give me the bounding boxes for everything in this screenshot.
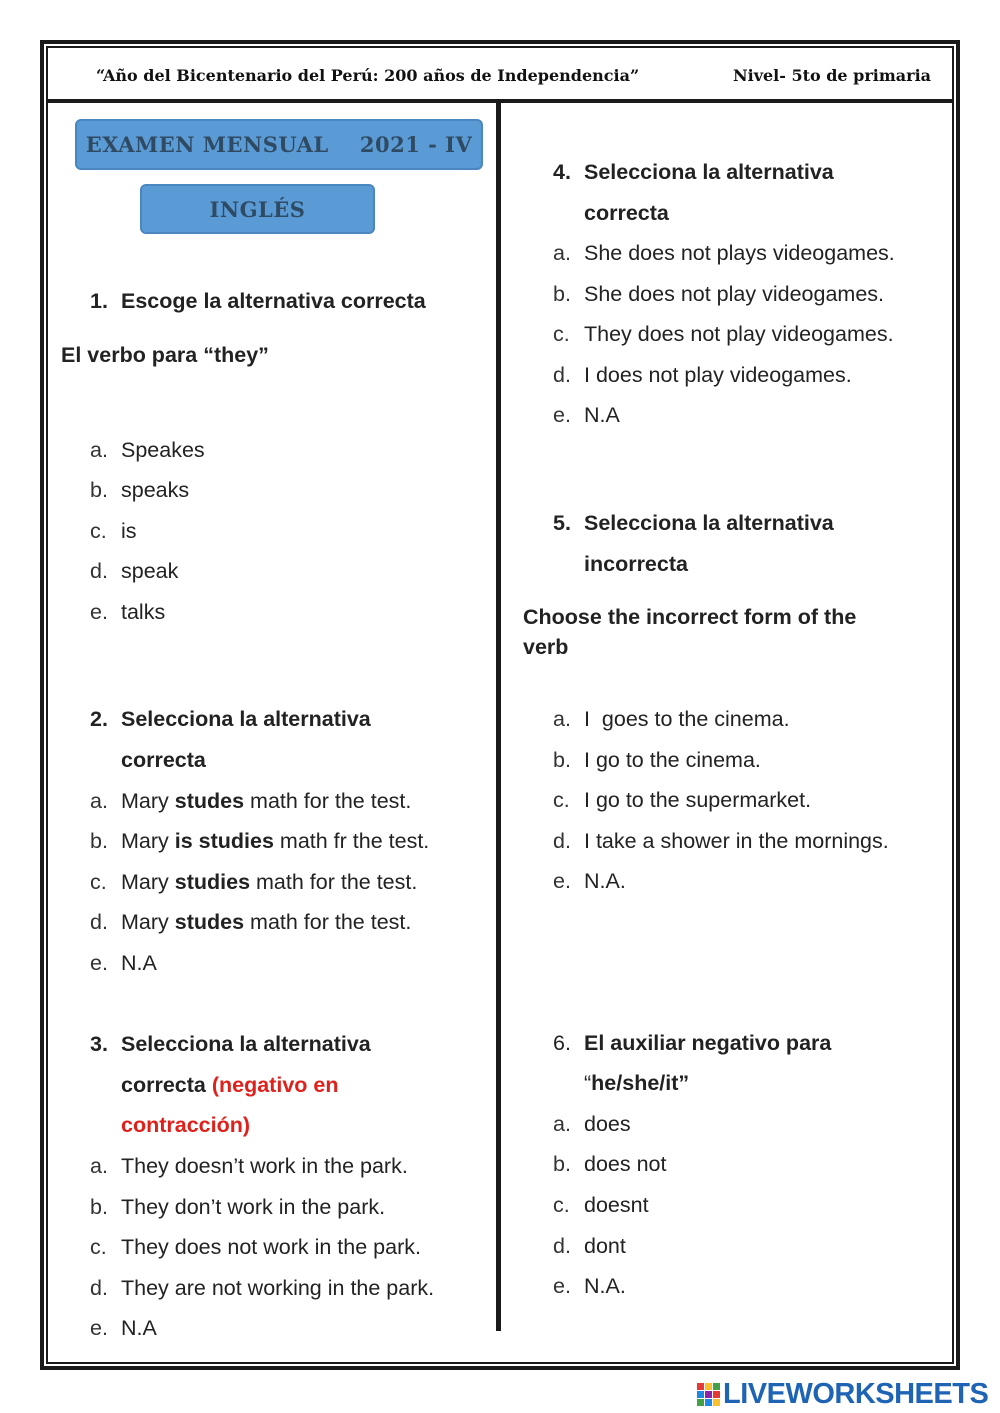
option-text-pre: N.A	[121, 951, 157, 975]
option-verb: studes	[174, 789, 245, 813]
option-letter: a.	[553, 241, 571, 265]
option-letter: e.	[553, 403, 571, 427]
option-text-post: math for the test.	[250, 870, 418, 894]
question-note: (negativo en	[211, 1073, 339, 1097]
question-title-cont: correcta	[121, 748, 206, 772]
option-text: is	[121, 519, 137, 543]
question-number: 5.	[553, 511, 571, 535]
option-text: They are not working in the park.	[121, 1276, 435, 1300]
option-letter: e.	[553, 1274, 571, 1298]
option-text-post: math for the test.	[244, 789, 412, 813]
option-text: I goes to the cinema.	[584, 707, 790, 731]
liveworksheets-grid-icon	[697, 1383, 720, 1406]
option-text-pre: Mary	[121, 910, 175, 934]
option-letter: a.	[553, 707, 571, 731]
option-text: N.A	[121, 1316, 157, 1340]
option-text: does	[584, 1112, 631, 1136]
option-text: N.A.	[584, 869, 626, 893]
option-letter: c.	[553, 322, 570, 346]
question-prompt: El verbo para “they”	[61, 343, 269, 367]
option-text-pre: Mary	[121, 829, 175, 853]
question-prompt: Choose the incorrect form of the	[523, 605, 857, 629]
option-text: dont	[584, 1234, 626, 1258]
question-title: El auxiliar negativo para	[584, 1031, 832, 1055]
question-number: 2.	[90, 707, 108, 731]
question-title: Selecciona la alternativa	[584, 160, 834, 184]
header-level: Nivel- 5to de primaria	[733, 66, 932, 85]
option-letter: a.	[90, 1154, 108, 1178]
option-text: speaks	[121, 478, 190, 502]
option-letter: d.	[90, 1276, 108, 1300]
question-title-cont: correcta	[584, 201, 669, 225]
option-text: They doesn’t work in the park.	[121, 1154, 408, 1178]
option-text: They does not work in the park.	[121, 1235, 421, 1259]
option-text: They does not play videogames.	[584, 322, 894, 346]
option-text	[121, 788, 411, 814]
option-letter: e.	[553, 869, 571, 893]
option-letter: c.	[90, 1235, 107, 1259]
option-text	[121, 828, 429, 854]
question-subject-words: he/she/it”	[591, 1071, 690, 1095]
question-title-cont	[121, 1072, 338, 1098]
exam-title: EXAMEN MENSUAL 2021 - IV	[85, 132, 473, 157]
option-text: They don’t work in the park.	[121, 1195, 386, 1219]
option-letter: b.	[90, 829, 108, 853]
question-title: Selecciona la alternativa	[121, 707, 371, 731]
option-letter: c.	[90, 519, 107, 543]
option-letter: e.	[90, 951, 108, 975]
option-text: Speakes	[121, 438, 205, 462]
option-text	[121, 869, 417, 895]
question-number: 4.	[553, 160, 571, 184]
option-letter: b.	[90, 478, 108, 502]
option-text	[121, 909, 411, 935]
option-letter: c.	[553, 788, 570, 812]
option-text: I go to the cinema.	[584, 748, 761, 772]
option-letter: e.	[90, 600, 108, 624]
option-text-post: math fr the test.	[273, 829, 430, 853]
liveworksheets-wordmark: LIVEWORKSHEETS	[723, 1377, 989, 1410]
option-letter: a.	[90, 789, 108, 813]
option-verb: studies	[174, 870, 251, 894]
option-letter: b.	[553, 1152, 571, 1176]
question-title-cont	[584, 1070, 689, 1096]
option-letter: b.	[90, 1195, 108, 1219]
question-title: Escoge la alternativa correcta	[121, 289, 426, 313]
option-letter: c.	[90, 870, 107, 894]
option-letter: d.	[90, 910, 108, 934]
option-letter: e.	[90, 1316, 108, 1340]
option-verb: studes	[174, 910, 245, 934]
liveworksheets-logo[interactable]	[697, 1379, 988, 1409]
question-title-word: correcta	[121, 1073, 206, 1097]
option-letter: a.	[90, 438, 108, 462]
question-title: Selecciona la alternativa	[584, 511, 834, 535]
option-text: I take a shower in the mornings.	[584, 829, 889, 853]
option-text-post: math for the test.	[244, 910, 412, 934]
option-text: She does not plays videogames.	[584, 241, 895, 265]
option-letter: b.	[553, 282, 571, 306]
option-letter: c.	[553, 1193, 570, 1217]
option-text	[121, 950, 157, 976]
option-verb: is studies	[174, 829, 274, 853]
question-number: 1.	[90, 289, 108, 313]
question-number: 6.	[553, 1031, 571, 1055]
question-prompt-cont: verb	[523, 635, 569, 659]
option-text: doesnt	[584, 1193, 649, 1217]
question-title: Selecciona la alternativa	[121, 1032, 371, 1056]
subject-banner	[140, 184, 375, 234]
option-text: I go to the supermarket.	[584, 788, 812, 812]
question-note-cont: contracción)	[121, 1113, 251, 1137]
question-number: 3.	[90, 1032, 108, 1056]
option-text: N.A	[584, 403, 620, 427]
column-divider	[496, 101, 501, 1331]
header-motto: “Año del Bicentenario del Perú: 200 años de Independencia”	[96, 66, 640, 85]
subject-title: INGLÉS	[209, 196, 306, 222]
option-letter: d.	[553, 363, 571, 387]
option-text: N.A.	[584, 1274, 626, 1298]
option-text: I does not play videogames.	[584, 363, 852, 387]
option-letter: d.	[90, 559, 108, 583]
option-text: does not	[584, 1152, 667, 1176]
open-quote: “	[584, 1071, 592, 1095]
option-letter: d.	[553, 1234, 571, 1258]
question-title-cont: incorrecta	[584, 552, 688, 576]
option-letter: d.	[553, 829, 571, 853]
option-text-pre: Mary	[121, 870, 175, 894]
option-text-pre: Mary	[121, 789, 175, 813]
exam-title-banner	[75, 119, 483, 170]
option-text: speak	[121, 559, 179, 583]
option-letter: b.	[553, 748, 571, 772]
option-letter: a.	[553, 1112, 571, 1136]
option-text: She does not play videogames.	[584, 282, 885, 306]
option-text: talks	[121, 600, 166, 624]
